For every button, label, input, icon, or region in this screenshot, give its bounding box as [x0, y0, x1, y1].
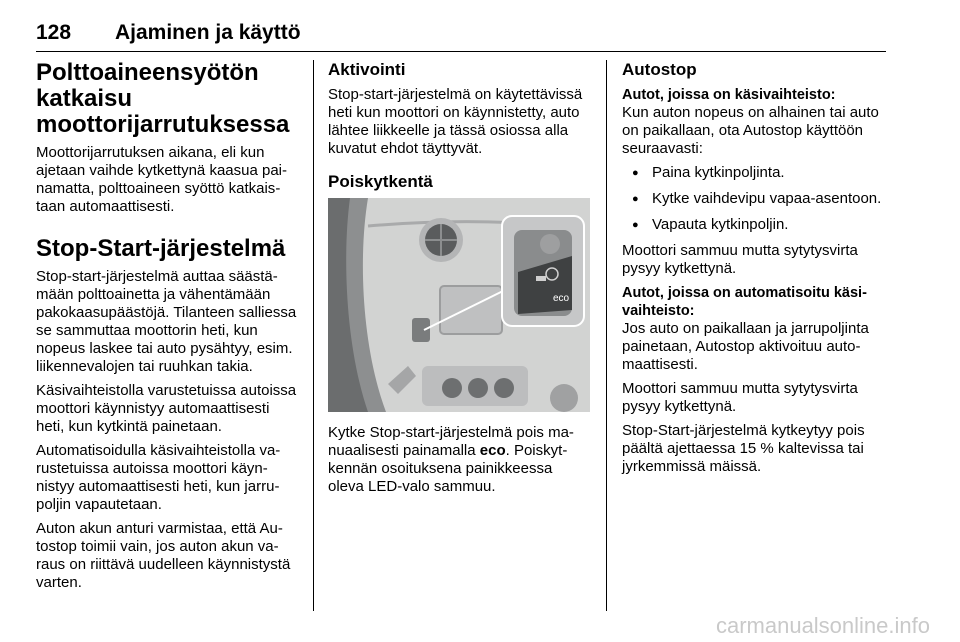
page-header: [36, 21, 886, 52]
image-caption: Kytke Stop-start-järjestelmä pois manuaalisesti painamalla eco. Poiskytkennän osoituksena painikkeessa oleva LED-valo sammuu.: [328, 424, 574, 495]
steps-list: [622, 164, 888, 234]
chapter-title: Ajaminen ja käyttö: [115, 21, 301, 44]
paragraph: Moottorijarrutuksen aikana, eli kun ajetaan vaihde kytkettynä kaasua painamatta, polttoaineen syöttö katkaistaan automaattisesti.: [36, 144, 287, 215]
section-heading: Polttoaineensyötön katkaisu moottorijarrutuksessa: [36, 59, 290, 138]
column-divider: [606, 60, 607, 611]
paragraph: Auton akun anturi varmistaa, että Autostop toimii vain, jos auton akun varaus on riittävä uudelleen käynnistystä varten.: [36, 520, 291, 591]
watermark: carmanualsonline.info: [715, 613, 930, 638]
page-number: 128: [36, 21, 72, 44]
paragraph: Automatisoidulla käsivaihteistolla varustetuissa autoissa moottori käynnistyy automaattisesti heti, kun jarrupoljin vapautetaan.: [36, 442, 281, 513]
column-divider: [313, 60, 314, 611]
eco-keyword: eco: [479, 442, 506, 459]
column-middle: [328, 60, 588, 502]
column-right: [622, 60, 888, 482]
subsection-heading: Poiskytkentä: [328, 172, 433, 191]
paragraph: Moottori sammuu mutta sytytysvirta pysyy kytkettynä.: [622, 380, 858, 415]
dashboard-illustration: [328, 198, 590, 412]
section-heading: Stop-Start-järjestelmä: [36, 235, 286, 262]
subsection-heading: Aktivointi: [328, 60, 406, 79]
sub-heading: Autot, joissa on automatisoitu käsivaihteisto:: [622, 285, 867, 319]
list-item: ● Kytke vaihdevipu vapaa-asentoon.: [622, 190, 888, 208]
subsection-heading: Autostop: [622, 60, 697, 79]
list-item: ● Vapauta kytkinpoljin.: [622, 216, 888, 234]
paragraph: Stop-start-järjestelmä on käytettävissä heti kun moottori on käynnistetty, auto lähtee liikkeelle ja tässä osiossa alla kuvatut ehdot täyttyvät.: [328, 86, 583, 157]
paragraph: Kun auton nopeus on alhainen tai auto on paikallaan, ota Autostop käyttöön seuraavasti:: [622, 104, 879, 157]
sub-heading: Autot, joissa on käsivaihteisto:: [622, 87, 836, 103]
column-left: [36, 60, 301, 598]
paragraph: Stop-start-järjestelmä auttaa säästämään polttoainetta ja vähentämään pakokaasupäästöjä. Tilanteen salliessa se sammuttaa moottorin heti, kun nopeus laskee tai auto pysähtyy, esim. liikennevalojen tai ruuhkan takia.: [36, 268, 297, 375]
paragraph: Moottori sammuu mutta sytytysvirta pysyy kytkettynä.: [622, 242, 858, 277]
paragraph: Jos auto on paikallaan ja jarrupoljinta painetaan, Autostop aktivoituu automaattisesti.: [622, 320, 869, 373]
eco-button-label: eco: [553, 293, 570, 304]
list-item: ● Paina kytkinpoljinta.: [622, 164, 888, 182]
paragraph: Stop-Start-järjestelmä kytkeytyy pois päältä ajettaessa 15 % kaltevissa tai jyrkemmissä mäissä.: [622, 422, 865, 475]
paragraph: Käsivaihteistolla varustetuissa autoissa moottori käynnistyy automaattisesti heti, kun kytkintä painetaan.: [36, 382, 297, 435]
